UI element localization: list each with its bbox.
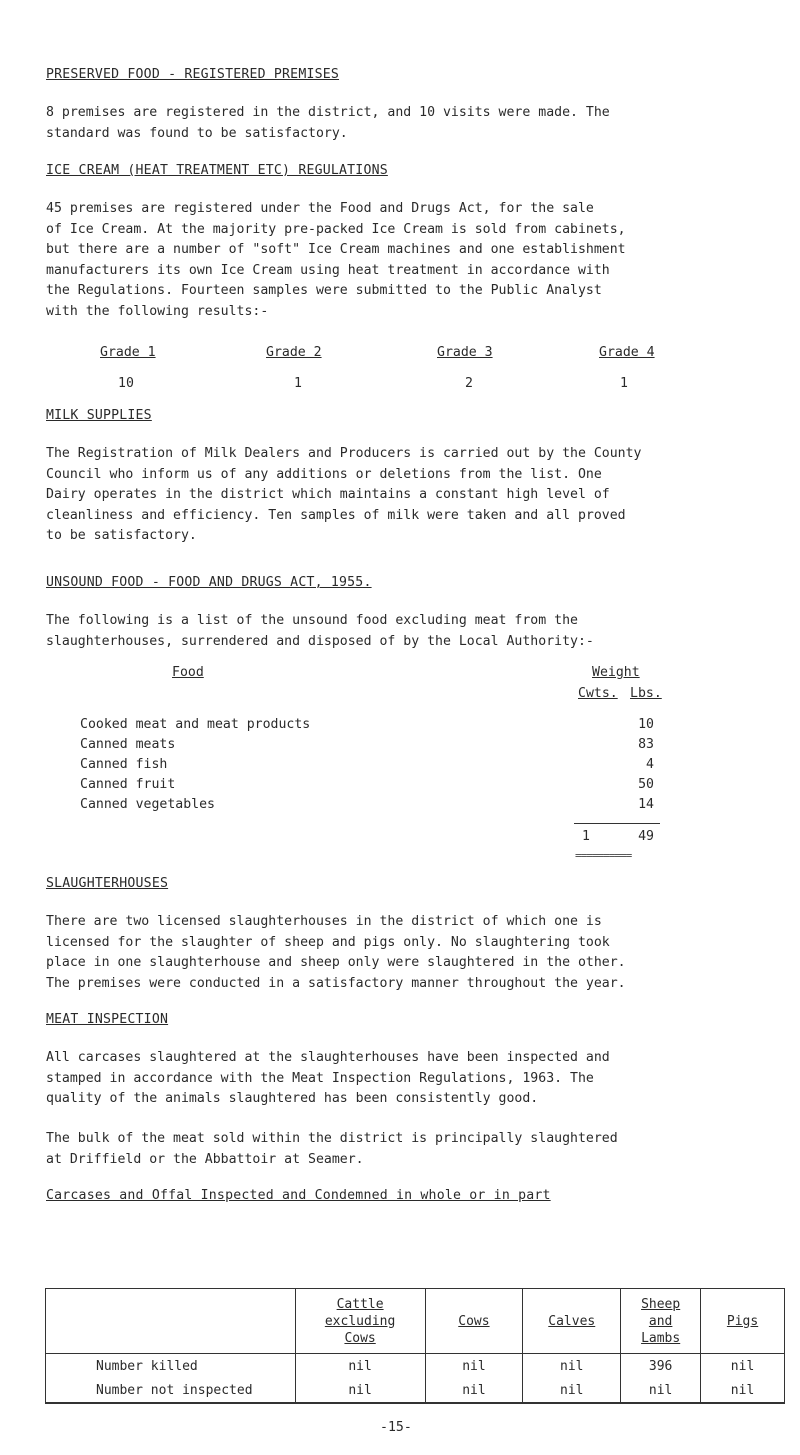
ice-cream-heading: ICE CREAM (HEAT TREATMENT ETC) REGULATIONS xyxy=(46,163,388,178)
text-line: standard was found to be satisfactory. xyxy=(46,125,348,141)
text-line: licensed for the slaughter of sheep and pigs only. No slaughtering took xyxy=(46,934,610,950)
meat-inspection-paragraph-2 xyxy=(46,1129,766,1170)
food-item-lbs: 10 xyxy=(638,717,654,732)
table-cell: nil xyxy=(295,1354,425,1379)
text-line: Dairy operates in the district which maintains a constant high level of xyxy=(46,487,610,502)
table-cell: nil xyxy=(523,1378,621,1403)
food-item-lbs: 14 xyxy=(638,797,654,812)
food-column-header: Food xyxy=(172,665,204,680)
table-cell: nil xyxy=(701,1378,785,1403)
column-header-cattle: Cattle excluding Cows xyxy=(295,1289,425,1354)
total-cwts: 1 xyxy=(582,829,590,844)
page-number: -15- xyxy=(380,1420,412,1435)
text-line: stamped in accordance with the Meat Inspection Regulations, 1963. The xyxy=(46,1070,594,1086)
text-line: cleanliness and efficiency. Ten samples of milk were taken and all proved xyxy=(46,507,626,523)
text-line: quality of the animals slaughtered has been consistently good. xyxy=(46,1091,539,1106)
meat-inspection-paragraph xyxy=(46,1048,766,1110)
table-header-row xyxy=(46,1289,785,1354)
column-header-cows: Cows xyxy=(425,1289,523,1354)
food-item-name: Canned vegetables xyxy=(80,797,215,812)
milk-paragraph xyxy=(46,444,766,547)
food-item-lbs: 83 xyxy=(638,737,654,752)
meat-inspection-heading: MEAT INSPECTION xyxy=(46,1012,169,1027)
milk-supplies-heading: MILK SUPPLIES xyxy=(46,408,152,423)
grade-3-label: Grade 3 xyxy=(437,345,493,360)
grade-4-label: Grade 4 xyxy=(599,345,655,360)
text-line: place in one slaughterhouse and sheep only were slaughtered in the other. xyxy=(46,955,626,970)
total-double-rule: ========== xyxy=(575,849,632,862)
cwts-column-header: Cwts. xyxy=(578,686,618,701)
food-item-lbs: 4 xyxy=(646,757,654,772)
table-cell: nil xyxy=(425,1378,523,1403)
text-line: Council who inform us of any additions or deletions from the list. One xyxy=(46,466,602,482)
food-item-lbs: 50 xyxy=(638,777,654,792)
food-item-name: Canned fish xyxy=(80,757,168,772)
text-line: All carcases slaughtered at the slaughterhouses have been inspected and xyxy=(46,1050,610,1065)
table-row xyxy=(46,1354,785,1379)
weight-column-header: Weight xyxy=(592,665,640,680)
food-item-name: Canned fruit xyxy=(80,777,176,792)
text-line: at Driffield or the Abbattoir at Seamer. xyxy=(46,1151,364,1167)
table-cell: nil xyxy=(295,1378,425,1403)
table-cell: 396 xyxy=(621,1354,701,1379)
unsound-food-paragraph xyxy=(46,611,766,652)
text-line: 8 premises are registered in the district, and 10 visits were made. The xyxy=(46,105,610,120)
food-item-name: Cooked meat and meat products xyxy=(80,717,311,732)
text-line: slaughterhouses, surrendered and disposed of by the Local Authority:- xyxy=(46,633,594,649)
food-item-name: Canned meats xyxy=(80,737,176,752)
row-label: Number killed xyxy=(46,1354,296,1379)
grade-4-value: 1 xyxy=(620,376,628,391)
column-header-pigs: Pigs xyxy=(701,1289,785,1354)
table-cell: nil xyxy=(523,1354,621,1379)
table-cell: nil xyxy=(701,1354,785,1379)
grade-2-label: Grade 2 xyxy=(266,345,322,360)
text-line: the Regulations. Fourteen samples were submitted to the Public Analyst xyxy=(46,283,602,298)
text-line: The Registration of Milk Dealers and Producers is carried out by the County xyxy=(46,446,642,461)
table-cell: nil xyxy=(425,1354,523,1379)
table-row xyxy=(46,1378,785,1403)
carcases-table xyxy=(45,1288,785,1404)
text-line: The premises were conducted in a satisfactory manner throughout the year. xyxy=(46,975,626,991)
column-header-sheep: Sheep and Lambs xyxy=(621,1289,701,1354)
table-cell: nil xyxy=(621,1378,701,1403)
text-line: The following is a list of the unsound food excluding meat from the xyxy=(46,613,578,628)
slaughterhouses-paragraph xyxy=(46,912,766,994)
text-line: of Ice Cream. At the majority pre-packed Ice Cream is sold from cabinets, xyxy=(46,221,626,237)
text-line: There are two licensed slaughterhouses in the district of which one is xyxy=(46,914,602,929)
grade-2-value: 1 xyxy=(294,376,302,391)
preserved-food-heading: PRESERVED FOOD - REGISTERED PREMISES xyxy=(46,67,340,82)
grade-1-label: Grade 1 xyxy=(100,345,156,360)
text-line: 45 premises are registered under the Food and Drugs Act, for the sale xyxy=(46,201,594,216)
text-line: The bulk of the meat sold within the district is principally slaughtered xyxy=(46,1131,618,1146)
grade-3-value: 2 xyxy=(465,376,473,391)
text-line: with the following results:- xyxy=(46,303,269,319)
column-header-calves: Calves xyxy=(523,1289,621,1354)
table-corner-cell xyxy=(46,1289,296,1354)
lbs-column-header: Lbs. xyxy=(630,686,662,701)
text-line: manufacturers its own Ice Cream using heat treatment in accordance with xyxy=(46,262,610,278)
total-lbs: 49 xyxy=(638,829,654,844)
total-rule xyxy=(574,823,660,824)
ice-cream-paragraph xyxy=(46,199,766,322)
unsound-food-heading: UNSOUND FOOD - FOOD AND DRUGS ACT, 1955. xyxy=(46,575,372,590)
row-label: Number not inspected xyxy=(46,1378,296,1403)
grade-1-value: 10 xyxy=(118,376,134,391)
preserved-food-paragraph xyxy=(46,103,766,144)
text-line: to be satisfactory. xyxy=(46,528,197,543)
text-line: but there are a number of "soft" Ice Cream machines and one establishment xyxy=(46,242,626,257)
carcases-heading: Carcases and Offal Inspected and Condemned in whole or in part xyxy=(46,1188,551,1203)
slaughterhouses-heading: SLAUGHTERHOUSES xyxy=(46,876,169,891)
